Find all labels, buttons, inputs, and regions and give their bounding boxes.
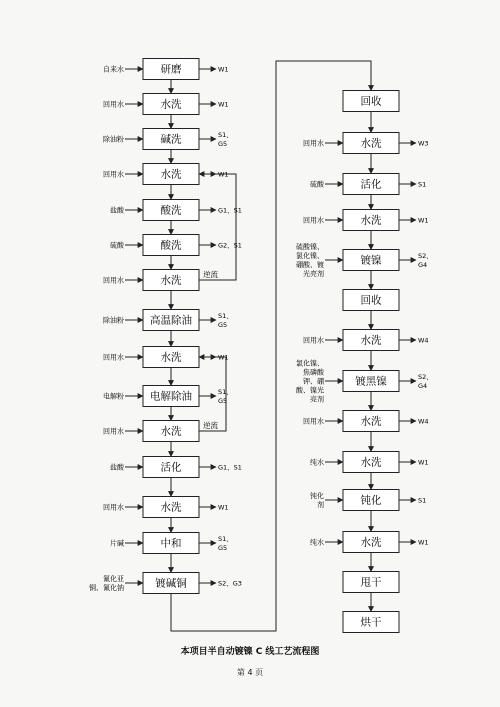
left-step-6 xyxy=(143,235,199,256)
process-steps xyxy=(89,59,433,633)
step-label: 水洗 xyxy=(360,214,382,227)
step-label: 回收 xyxy=(360,294,382,307)
right-step-6 xyxy=(343,290,399,311)
left-input-label-9: 回用水 xyxy=(103,353,124,362)
right-input-label-5: 硫酸镍、氯化镍、硼酸、镀光亮剂 xyxy=(296,243,324,278)
left-output-label-3: S1、 G5 xyxy=(218,131,233,148)
left-step-15 xyxy=(143,573,199,594)
step-label: 水洗 xyxy=(160,274,182,287)
left-input-label-3: 除油粉 xyxy=(103,135,124,144)
right-step-1 xyxy=(343,91,399,112)
left-output-label-14: S1、 G5 xyxy=(218,535,233,552)
step-label: 酸洗 xyxy=(160,204,182,217)
right-step-12 xyxy=(343,532,399,553)
right-step-9 xyxy=(343,411,399,432)
left-step-13 xyxy=(143,497,199,518)
left-output-label-8: S1、 G5 xyxy=(218,312,233,329)
right-output-label-10: W1 xyxy=(418,458,429,467)
left-input-label-12: 盐酸 xyxy=(110,463,124,472)
step-label: 水洗 xyxy=(360,456,382,469)
left-step-11 xyxy=(143,421,199,442)
right-step-3 xyxy=(343,174,399,195)
step-label: 高温除油 xyxy=(150,314,192,327)
left-input-label-6: 硫酸 xyxy=(110,241,124,250)
right-step-4 xyxy=(343,210,399,231)
counterflow-note: 逆流 xyxy=(203,270,218,279)
step-label: 烘干 xyxy=(360,616,382,629)
right-input-label-12: 纯水 xyxy=(310,538,324,547)
right-input-label-8: 氯化镍、焦磷酸钾、硼酸、镍光亮剂 xyxy=(296,359,324,404)
step-label: 水洗 xyxy=(160,168,182,181)
step-label: 水洗 xyxy=(360,536,382,549)
right-input-label-10: 纯水 xyxy=(310,458,324,467)
step-label: 钝化 xyxy=(360,494,382,507)
figure-caption: 本项目半自动镀镍 C 线工艺流程图 xyxy=(180,647,320,657)
column-connector xyxy=(171,61,371,631)
right-input-label-4: 回用水 xyxy=(303,216,324,225)
step-label: 水洗 xyxy=(160,98,182,111)
left-step-7 xyxy=(143,270,199,291)
left-step-4 xyxy=(143,164,199,185)
right-step-10 xyxy=(343,452,399,473)
counterflow-note: 逆流 xyxy=(203,421,218,430)
step-label: 活化 xyxy=(360,178,382,191)
right-output-label-7: W4 xyxy=(418,336,429,345)
step-label: 镀黑镍 xyxy=(355,375,387,388)
right-output-label-5: S2、 G4 xyxy=(418,252,433,269)
right-step-5 xyxy=(343,250,399,271)
left-step-8 xyxy=(143,310,199,331)
right-output-label-11: S1 xyxy=(418,496,427,505)
step-label: 水洗 xyxy=(360,415,382,428)
right-output-label-9: W4 xyxy=(418,417,429,426)
right-input-label-3: 硫酸 xyxy=(310,180,324,189)
left-step-10 xyxy=(143,386,199,407)
left-output-label-9: W1 xyxy=(218,353,229,362)
right-input-label-7: 回用水 xyxy=(303,336,324,345)
step-label: 酸洗 xyxy=(160,239,182,252)
step-label: 活化 xyxy=(160,461,182,474)
left-output-label-15: S2、G3 xyxy=(218,579,242,588)
step-label: 电解除油 xyxy=(150,390,192,403)
right-output-label-12: W1 xyxy=(418,538,429,547)
step-label: 甩干 xyxy=(360,576,382,589)
right-input-label-11: 钝化剂 xyxy=(310,492,324,509)
left-input-label-15: 氰化亚铜、氰化钠 xyxy=(89,575,124,592)
step-label: 研磨 xyxy=(160,63,182,76)
step-label: 水洗 xyxy=(160,351,182,364)
left-input-label-1: 自来水 xyxy=(103,65,124,74)
left-output-label-4: W1 xyxy=(218,170,229,179)
left-step-3 xyxy=(143,129,199,150)
left-output-label-6: G2、S1 xyxy=(218,241,242,250)
left-output-label-12: G1、S1 xyxy=(218,463,242,472)
step-label: 回收 xyxy=(360,95,382,108)
counterflow-loop xyxy=(199,174,236,280)
left-output-label-2: W1 xyxy=(218,100,229,109)
left-step-5 xyxy=(143,200,199,221)
left-step-9 xyxy=(143,347,199,368)
left-input-label-14: 片碱 xyxy=(110,539,124,548)
right-output-label-3: S1 xyxy=(418,180,427,189)
left-output-label-5: G1、S1 xyxy=(218,206,242,215)
step-label: 水洗 xyxy=(360,137,382,150)
page-number: 第 4 页 xyxy=(236,668,264,677)
step-label: 水洗 xyxy=(160,501,182,514)
step-label: 碱洗 xyxy=(160,133,182,146)
right-step-7 xyxy=(343,330,399,351)
right-input-label-2: 回用水 xyxy=(303,139,324,148)
left-input-label-4: 回用水 xyxy=(103,170,124,179)
left-step-12 xyxy=(143,457,199,478)
left-step-14 xyxy=(143,533,199,554)
right-input-label-9: 回用水 xyxy=(303,417,324,426)
left-input-label-5: 盐酸 xyxy=(110,206,124,215)
step-label: 中和 xyxy=(160,537,182,550)
left-input-label-10: 电解粉 xyxy=(103,392,124,401)
right-step-13 xyxy=(343,572,399,593)
step-label: 镀镍 xyxy=(360,254,382,267)
left-step-1 xyxy=(143,59,199,80)
right-step-2 xyxy=(343,133,399,154)
left-output-label-1: W1 xyxy=(218,65,229,74)
right-step-14 xyxy=(343,612,399,633)
left-input-label-2: 回用水 xyxy=(103,100,124,109)
left-output-label-13: W1 xyxy=(218,503,229,512)
step-label: 水洗 xyxy=(160,425,182,438)
left-input-label-8: 除油粉 xyxy=(103,316,124,325)
left-input-label-7: 回用水 xyxy=(103,276,124,285)
step-label: 水洗 xyxy=(360,334,382,347)
right-output-label-4: W1 xyxy=(418,216,429,225)
right-output-label-2: W3 xyxy=(418,139,429,148)
left-output-label-10: S1、 G5 xyxy=(218,388,233,405)
right-output-label-8: S2、 G4 xyxy=(418,373,433,390)
left-step-2 xyxy=(143,94,199,115)
left-input-label-13: 回用水 xyxy=(103,503,124,512)
right-step-8 xyxy=(343,371,399,392)
right-step-11 xyxy=(343,490,399,511)
step-label: 镀碱铜 xyxy=(155,577,187,590)
left-input-label-11: 回用水 xyxy=(103,427,124,436)
